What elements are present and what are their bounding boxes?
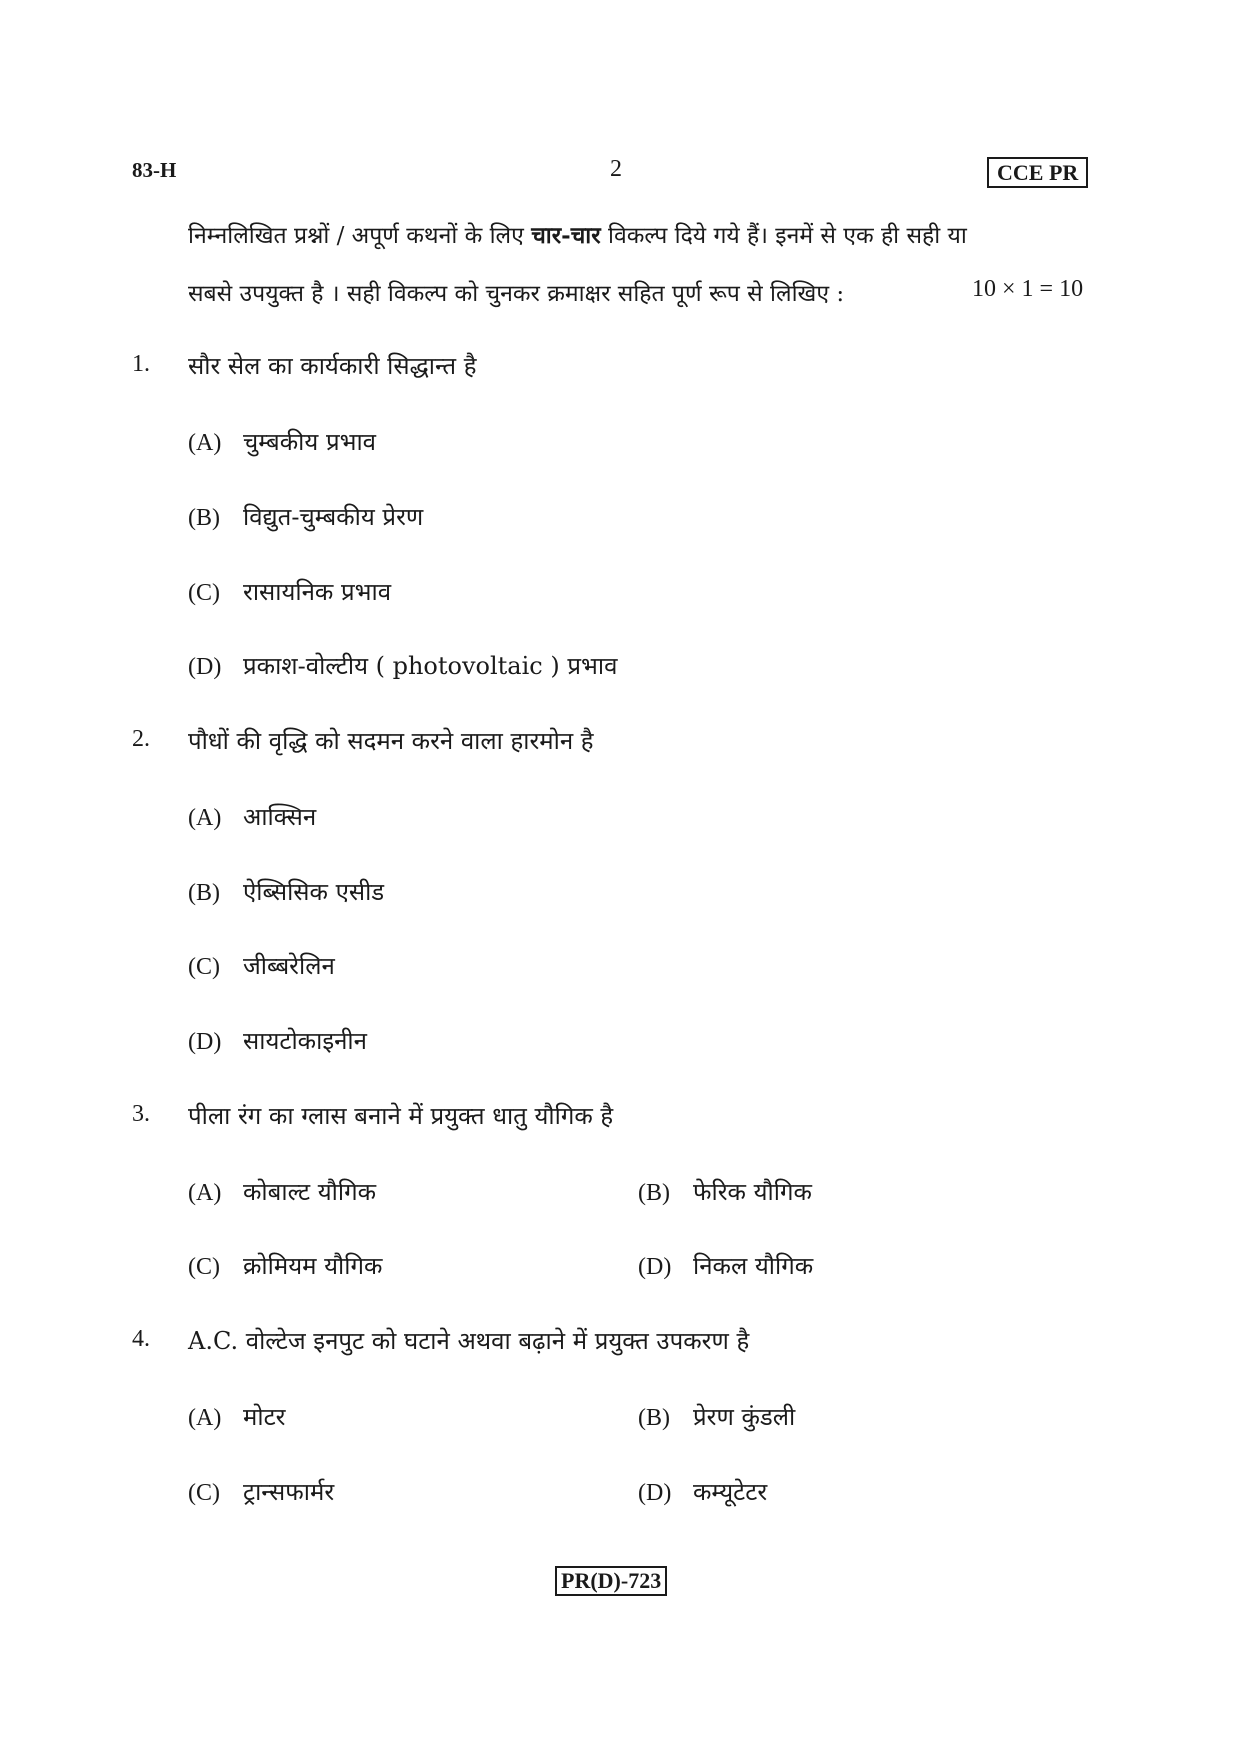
option	[188, 500, 423, 533]
option-label: (B)	[638, 1405, 670, 1431]
option-text: क्रोमियम यौगिक	[243, 1252, 383, 1280]
option-text: फेरिक यौगिक	[693, 1178, 812, 1206]
footer-code: PR(D)-723	[555, 1566, 667, 1596]
question-text: पौधों की वृद्धि को सदमन करने वाला हारमोन है	[188, 727, 594, 755]
option-label: (D)	[188, 654, 222, 680]
option-label: (A)	[188, 1405, 222, 1431]
option	[188, 425, 376, 458]
option	[188, 1400, 285, 1433]
question-text: A.C. वोल्टेज इनपुट को घटाने अथवा बढ़ाने में प्रयुक्त उपकरण है	[188, 1327, 750, 1355]
option-text: विद्युत-चुम्बकीय प्रेरण	[243, 503, 424, 531]
question-text: पीला रंग का ग्लास बनाने में प्रयुक्त धातु यौगिक है	[188, 1102, 614, 1130]
option-label: (A)	[188, 805, 222, 831]
option-label: (D)	[638, 1480, 672, 1506]
option-text: ऐब्सिसिक एसीड	[243, 878, 385, 906]
option-text: चुम्बकीय प्रभाव	[243, 428, 377, 456]
instruction-bold: चार-चार	[531, 222, 601, 249]
instruction-text-cont: विकल्प दिये गये हैं। इनमें से एक ही सही या	[600, 223, 967, 249]
option-label: (C)	[188, 580, 220, 606]
option-label: (D)	[638, 1254, 672, 1280]
option-text: मोटर	[243, 1403, 286, 1431]
question-text: सौर सेल का कार्यकारी सिद्धान्त है	[188, 352, 477, 380]
option	[188, 1475, 334, 1508]
option	[638, 1475, 767, 1508]
option-text: ट्रान्सफार्मर	[243, 1478, 335, 1506]
question-number: 4.	[132, 1326, 150, 1352]
option-label: (D)	[188, 1029, 222, 1055]
header-box-label: CCE PR	[987, 157, 1088, 188]
option	[188, 575, 391, 608]
option	[188, 949, 335, 982]
option-text: जीब्बरेलिन	[243, 952, 335, 980]
instruction-text: निम्नलिखित प्रश्नों / अपूर्ण कथनों के लिए	[188, 223, 532, 249]
option-text: रासायनिक प्रभाव	[243, 578, 392, 606]
question-number: 1.	[132, 351, 150, 377]
option-label: (B)	[188, 880, 220, 906]
option-text: प्रकाश-वोल्टीय ( photovoltaic ) प्रभाव	[243, 652, 618, 680]
option-label: (A)	[188, 430, 222, 456]
option	[188, 800, 316, 833]
paper-code: 83-H	[132, 158, 177, 182]
instruction-line-1	[188, 218, 967, 250]
option	[188, 1024, 367, 1057]
option	[188, 1175, 376, 1208]
option-text: आक्सिन	[243, 803, 317, 831]
option-text: कोबाल्ट यौगिक	[243, 1178, 377, 1206]
option	[638, 1400, 795, 1433]
option-text: सायटोकाइनीन	[243, 1027, 367, 1055]
option-label: (A)	[188, 1180, 222, 1206]
option-label: (B)	[638, 1180, 670, 1206]
option	[188, 875, 384, 908]
option	[638, 1249, 813, 1282]
option	[188, 1249, 382, 1282]
instruction-line-2: सबसे उपयुक्त है । सही विकल्प को चुनकर क्रमाक्षर सहित पूर्ण रूप से लिखिए :	[188, 281, 845, 307]
option-text: निकल यौगिक	[693, 1252, 814, 1280]
option	[638, 1175, 812, 1208]
option-text: कम्यूटेटर	[693, 1478, 768, 1506]
option-label: (C)	[188, 954, 220, 980]
marks-allocation: 10 × 1 = 10	[972, 276, 1084, 302]
option-text: प्रेरण कुंडली	[693, 1403, 796, 1431]
option-label: (C)	[188, 1480, 220, 1506]
question-number: 2.	[132, 726, 150, 752]
page-number: 2	[610, 156, 622, 182]
option-label: (B)	[188, 505, 220, 531]
option	[188, 649, 617, 682]
question-number: 3.	[132, 1101, 150, 1127]
option-label: (C)	[188, 1254, 220, 1280]
